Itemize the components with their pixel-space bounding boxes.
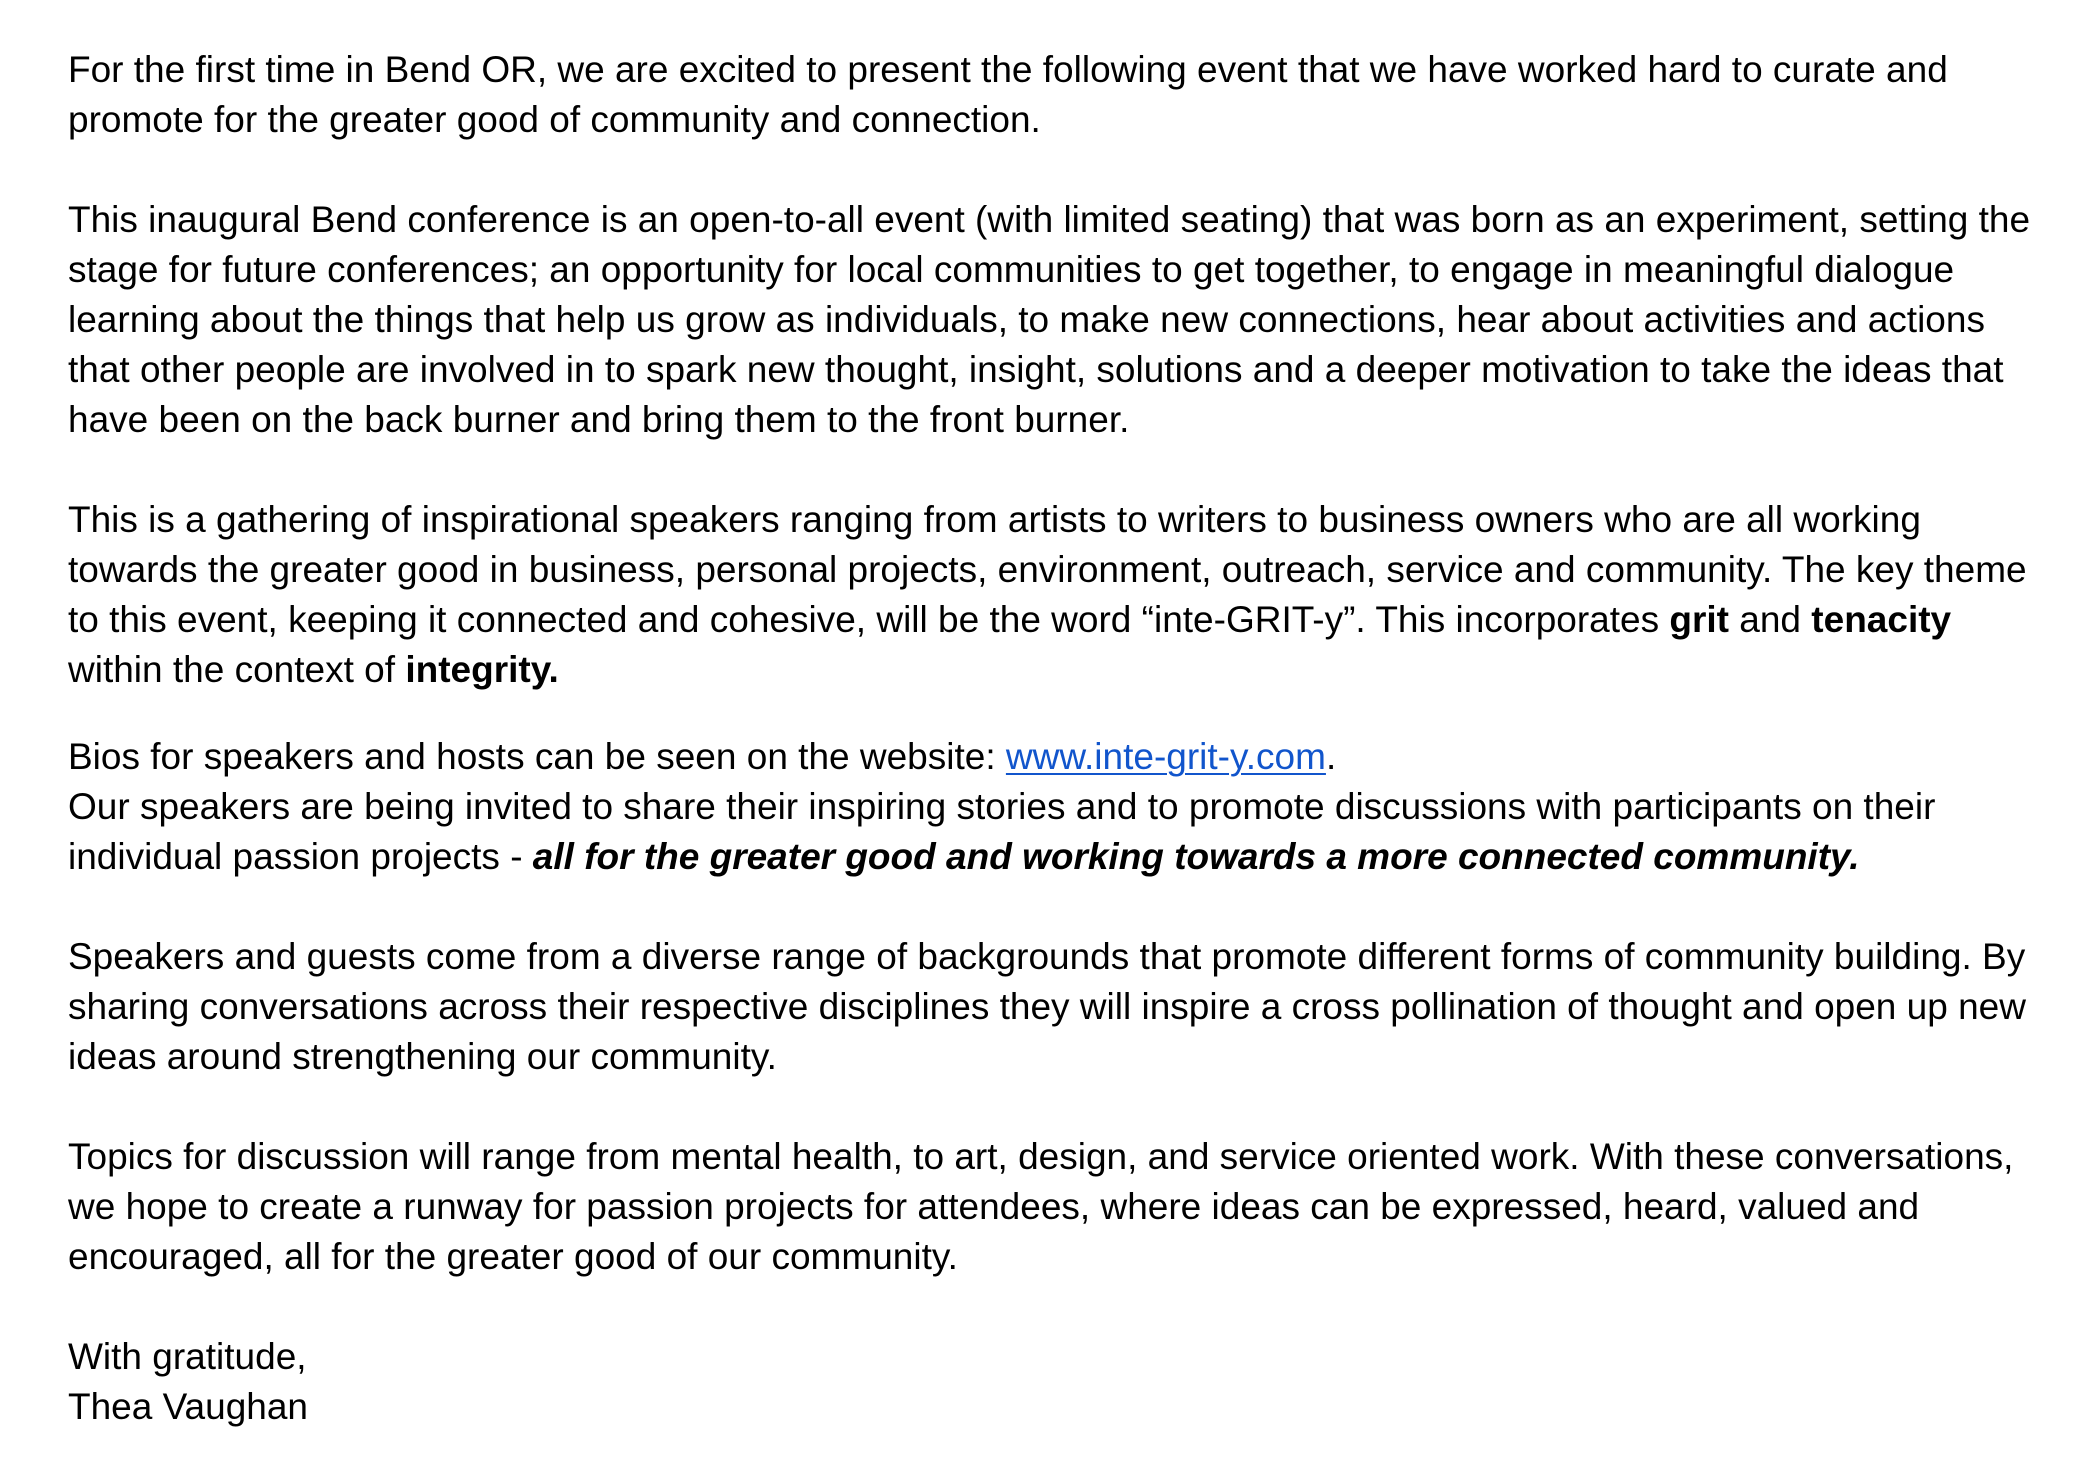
paragraph-bios xyxy=(68,732,2048,882)
speakers-invited-text: Our speakers are being invited to share their inspiring stories and to promote discussions with participants on their individual passion projects - xyxy=(68,786,1936,877)
keyword-tenacity: tenacity xyxy=(1811,599,1952,640)
paragraph-intro: For the first time in Bend OR, we are excited to present the following event that we have worked hard to curate and promote for the greater good of community and connection. xyxy=(68,49,1948,140)
theme-text-b: and xyxy=(1729,599,1812,640)
theme-text-c: within the context of xyxy=(68,649,406,690)
website-link[interactable]: www.inte-grit-y.com xyxy=(1005,736,1326,777)
keyword-grit: grit xyxy=(1669,599,1729,640)
emphasis-text: all for the greater good and working towards a more connected community. xyxy=(532,836,1860,877)
bios-text: Bios for speakers and hosts can be seen on the website: xyxy=(68,736,1006,777)
bios-period: . xyxy=(1325,736,1337,777)
theme-text-a: This is a gathering of inspirational speakers ranging from artists to writers to business owners who are all working towards the greater good in business, personal projects, environment, outreach, service and community. The key theme to this event, keeping it connected and cohesive, will be the word “inte-GRIT-y”. This incorporates xyxy=(68,499,2027,640)
closing-line: With gratitude, xyxy=(68,1336,307,1377)
paragraph-backgrounds: Speakers and guests come from a diverse range of backgrounds that promote different forms of community building. By sharing conversations across their respective disciplines they will inspire a cross pollination of thought and open up new ideas around strengthening our community. xyxy=(68,936,2026,1077)
letter-document xyxy=(68,45,2048,1432)
signature-name: Thea Vaughan xyxy=(68,1386,309,1427)
keyword-integrity: integrity. xyxy=(405,649,559,690)
paragraph-topics: Topics for discussion will range from mental health, to art, design, and service oriented work. With these conversations, we hope to create a runway for passion projects for attendees, where ideas can be expressed, heard, valued and encouraged, all for the greater good of our community. xyxy=(68,1136,2014,1277)
paragraph-speakers-theme xyxy=(68,495,2048,695)
paragraph-conference: This inaugural Bend conference is an open-to-all event (with limited seating) that was born as an experiment, setting the stage for future conferences; an opportunity for local communities to get together, to engage in meaningful dialogue learning about the things that help us grow as individuals, to make new connections, hear about activities and actions that other people are involved in to spark new thought, insight, solutions and a deeper motivation to take the ideas that have been on the back burner and bring them to the front burner. xyxy=(68,199,2031,440)
